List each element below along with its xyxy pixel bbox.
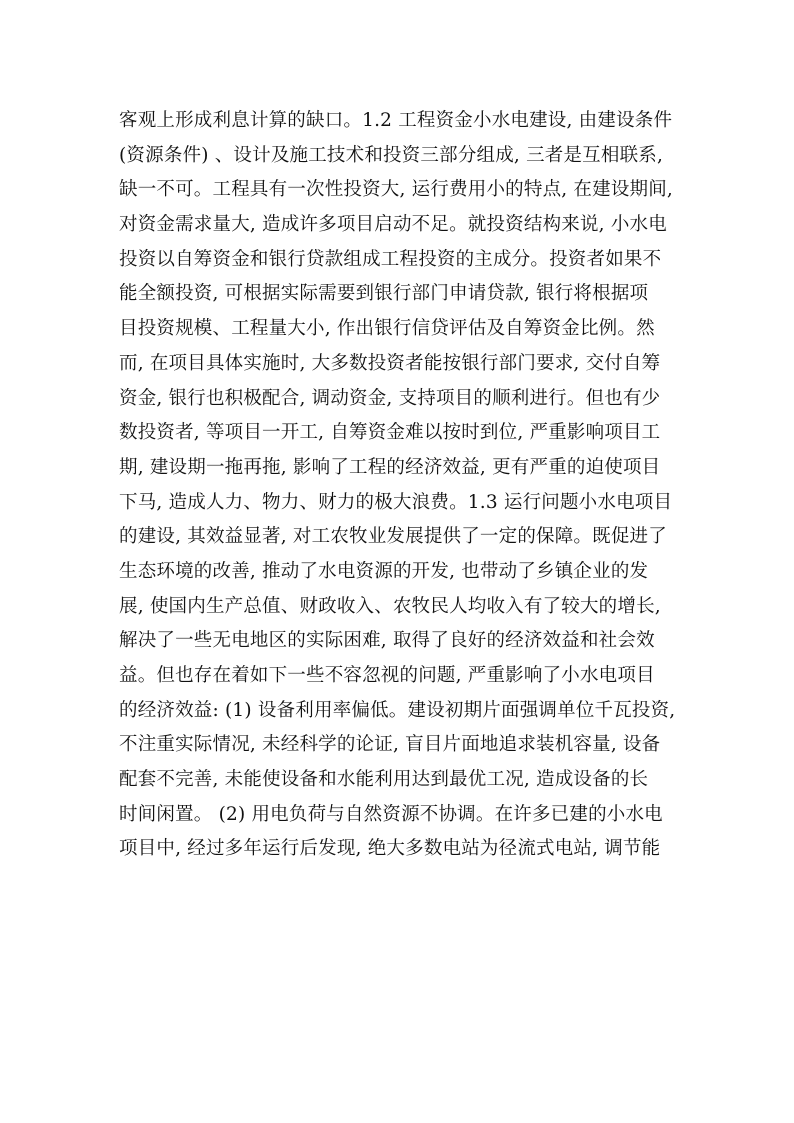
text-line: (资源条件) 、设计及施工技术和投资三部分组成, 三者是互相联系, [119,144,664,166]
text-line: 数投资者, 等项目一开工, 自筹资金难以按时到位, 严重影响项目工 [119,422,661,444]
text-line: 项目中, 经过多年运行后发现, 绝大多数电站为径流式电站, 调节能 [119,838,661,860]
text-line: 资金, 银行也积极配合, 调动资金, 支持项目的顺利进行。但也有少 [119,387,661,409]
text-line: 不注重实际情况, 未经科学的论证, 盲目片面地追求装机容量, 设备 [119,734,661,756]
text-line: 对资金需求量大, 造成许多项目启动不足。就投资结构来说, 小水电 [119,214,667,236]
body-text [119,104,679,867]
text-line: 时间闲置。 (2) 用电负荷与自然资源不协调。在许多已建的小水电 [119,803,663,825]
text-line: 解决了一些无电地区的实际困难, 取得了良好的经济效益和社会效 [119,630,655,652]
text-line: 缺一不可。工程具有一次性投资大, 运行费用小的特点, 在建设期间, [119,179,674,201]
text-line: 而, 在项目具体实施时, 大多数投资者能按银行部门要求, 交付自筹 [119,352,661,374]
text-line: 客观上形成利息计算的缺口。1.2 工程资金小水电建设, 由建设条件 [119,110,673,131]
text-line: 展, 使国内生产总值、财政收入、农牧民人均收入有了较大的增长, [119,595,661,617]
text-line: 期, 建设期一拖再拖, 影响了工程的经济效益, 更有严重的迫使项目 [119,456,661,478]
text-line: 目投资规模、工程量大小, 作出银行信贷评估及自筹资金比例。然 [119,318,655,340]
text-line: 的建设, 其效益显著, 对工农牧业发展提供了一定的保障。既促进了 [119,526,667,548]
text-line: 配套不完善, 未能使设备和水能利用达到最优工况, 造成设备的长 [119,769,649,791]
text-line: 投资以自筹资金和银行贷款组成工程投资的主成分。投资者如果不 [119,248,662,270]
text-line: 的经济效益: (1) 设备利用率偏低。建设初期片面强调单位千瓦投资, [119,699,676,721]
text-line: 能全额投资, 可根据实际需要到银行部门申请贷款, 银行将根据项 [119,283,649,305]
text-line: 生态环境的改善, 推动了水电资源的开发, 也带动了乡镇企业的发 [119,560,649,582]
text-line: 益。但也存在着如下一些不容忽视的问题, 严重影响了小水电项目 [119,665,655,686]
text-line: 下马, 造成人力、物力、财力的极大浪费。1.3 运行问题小水电项目 [119,491,673,513]
